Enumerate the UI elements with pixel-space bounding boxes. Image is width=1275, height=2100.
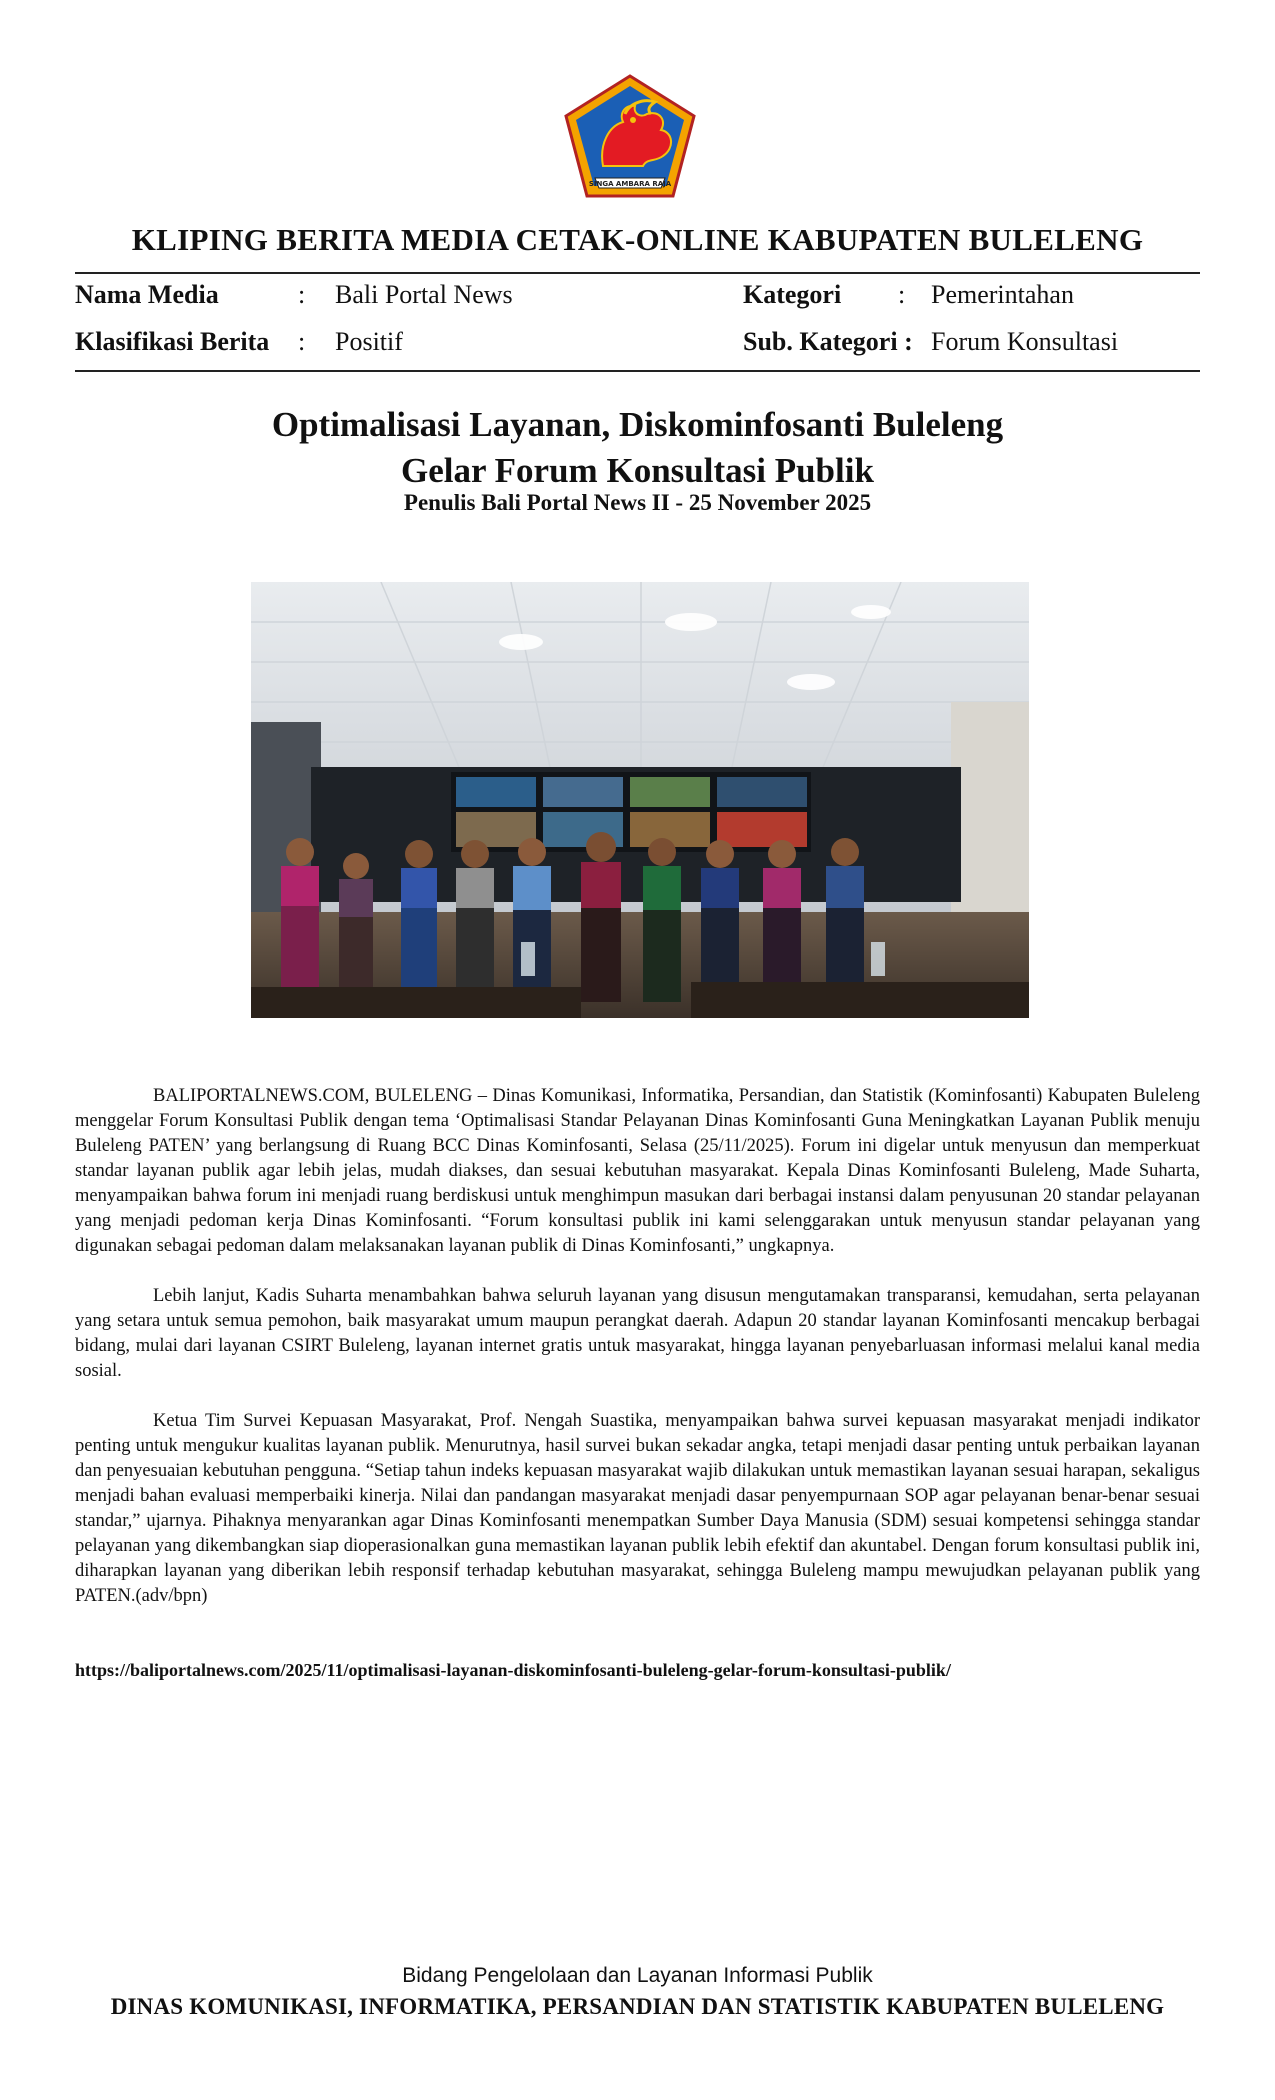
emblem-icon xyxy=(563,74,697,200)
meta-row-media xyxy=(75,280,1200,320)
headline-line-1: Optimalisasi Layanan, Diskominfosanti Buleleng xyxy=(271,405,1004,444)
category-label: Kategori xyxy=(743,280,842,309)
headline-line-2: Gelar Forum Konsultasi Publik xyxy=(401,451,874,490)
article-body xyxy=(75,1084,1200,1634)
svg-text:SINGA AMBARA RAJA: SINGA AMBARA RAJA xyxy=(588,180,672,188)
classification-separator: : xyxy=(298,327,306,356)
article-paragraph-3: Ketua Tim Survei Kepuasan Masyarakat, Prof. Nengah Suastika, menyampaikan bahwa survei kepuasan masyarakat menjadi indikator penting untuk mengukur kualitas layanan publik. Menurutnya, hasil survei bukan sekadar angka, tetapi menjadi dasar penting untuk perbaikan layanan dan penyesuaian kebutuhan pengguna. “Setiap tahun indeks kepuasan masyarakat wajib dilakukan untuk memastikan layanan sesuai harapan, sekaligus menjadi bahan evaluasi memperbaiki kinerja. Nilai dan pandangan masyarakat menjadi dasar penyempurnaan SOP agar pelayanan benar-benar sesuai standar,” ujarnya. Pihaknya menyarankan agar Dinas Kominfosanti menempatkan Sumber Daya Manusia (SDM) sesuai kompetensi sehingga standar pelayanan yang dikembangkan siap dioperasionalkan guna memastikan layanan publik lebih efektif dan akuntabel. Dengan forum konsultasi publik ini, diharapkan layanan yang diberikan lebih responsif terhadap kebutuhan masyarakat, sehingga Buleleng mampu mewujudkan pelayanan publik yang PATEN.(adv/bpn) xyxy=(75,1411,1200,1606)
source-url-link[interactable]: https://baliportalnews.com/2025/11/optimalisasi-layanan-diskominfosanti-buleleng-gelar-forum-konsultasi-publik/ xyxy=(75,1660,951,1680)
article-photo xyxy=(251,582,1029,1018)
buleleng-regency-emblem xyxy=(563,74,697,200)
category-value: Pemerintahan xyxy=(931,280,1074,309)
classification-value: Positif xyxy=(335,327,403,356)
media-label: Nama Media xyxy=(75,280,219,309)
article-paragraph-1: BALIPORTALNEWS.COM, BULELENG – Dinas Komunikasi, Informatika, Persandian, dan Statistik (Kominfosanti) Kabupaten Buleleng menggelar Forum Konsultasi Publik dengan tema ‘Optimalisasi Standar Pelayanan Dinas Kominfosanti Guna Meningkatkan Layanan Publik menuju Buleleng PATEN’ yang berlangsung di Ruang BCC Dinas Kominfosanti, Selasa (25/11/2025). Forum ini digelar untuk menyusun dan memperkuat standar layanan publik agar lebih jelas, mudah diakses, dan sesuai kebutuhan masyarakat. Kepala Dinas Kominfosanti Buleleng, Made Suharta, menyampaikan bahwa forum ini menjadi ruang berdiskusi untuk menghimpun masukan dari berbagai instansi dalam penyusunan 20 standar pelayanan yang menjadi pedoman kerja Dinas Kominfosanti. “Forum konsultasi publik ini kami selenggarakan untuk menyusun standar pelayanan yang digunakan sebagai pedoman dalam melaksanakan layanan publik di Dinas Kominfosanti,” ungkapnya. xyxy=(75,1086,1200,1256)
footer-office: DINAS KOMUNIKASI, INFORMATIKA, PERSANDIAN DAN STATISTIK KABUPATEN BULELENG xyxy=(110,1994,1165,2019)
meta-row-classification xyxy=(75,327,1200,367)
top-divider xyxy=(75,272,1200,274)
classification-label: Klasifikasi Berita xyxy=(75,327,270,356)
media-value: Bali Portal News xyxy=(335,280,513,309)
category-separator: : xyxy=(898,280,906,309)
subcategory-value: Forum Konsultasi xyxy=(931,327,1119,356)
article-headline xyxy=(0,402,1275,494)
bottom-divider xyxy=(75,370,1200,372)
article-byline: Penulis Bali Portal News II - 25 November 2025 xyxy=(403,490,872,515)
document-title: KLIPING BERITA MEDIA CETAK-ONLINE KABUPATEN BULELENG xyxy=(131,222,1144,257)
subcategory-label: Sub. Kategori : xyxy=(743,327,913,356)
footer-department: Bidang Pengelolaan dan Layanan Informasi Publik xyxy=(402,1964,873,1987)
media-separator: : xyxy=(298,280,306,309)
article-paragraph-2: Lebih lanjut, Kadis Suharta menambahkan bahwa seluruh layanan yang disusun mengutamakan transparansi, kemudahan, serta pelayanan yang setara untuk semua pemohon, baik masyarakat umum maupun perangkat daerah. Adapun 20 standar layanan Kominfosanti mencakup berbagai bidang, mulai dari layanan CSIRT Buleleng, layanan internet gratis untuk masyarakat, hingga layanan penyebarluasan informasi melalui kanal media sosial. xyxy=(75,1286,1200,1381)
